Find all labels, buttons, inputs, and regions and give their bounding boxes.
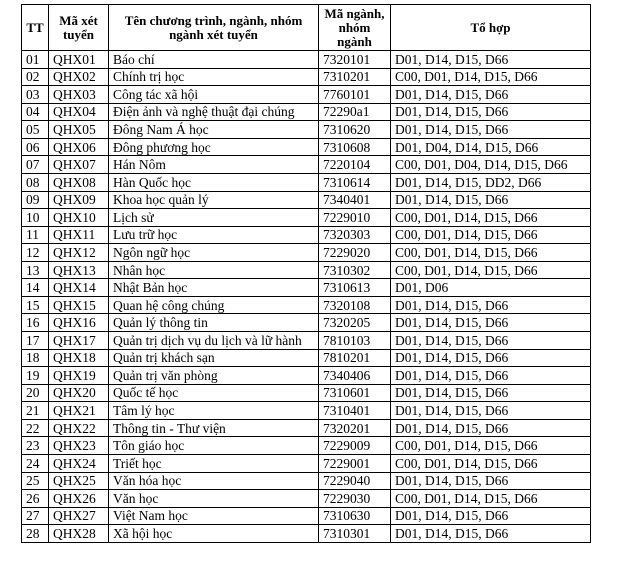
cell-program-name: Chính trị học [109,68,319,86]
cell-combination: D01, D06 [391,279,591,297]
cell-major-code: 7229040 [319,472,391,490]
cell-program-name: Quan hệ công chúng [109,296,319,314]
cell-admission-code: QHX14 [49,279,109,297]
cell-admission-code: QHX11 [49,226,109,244]
cell-admission-code: QHX26 [49,490,109,508]
cell-tt: 01 [22,51,49,69]
cell-program-name: Triết học [109,454,319,472]
table-row [22,279,591,297]
table-row [22,296,591,314]
table-row [22,51,591,69]
cell-program-name: Tâm lý học [109,402,319,420]
cell-admission-code: QHX19 [49,367,109,385]
header-admission-code: Mã xét tuyển [49,5,109,51]
cell-combination: C00, D01, D04, D14, D15, D66 [391,156,591,174]
cell-program-name: Quản trị dịch vụ du lịch và lữ hành [109,332,319,350]
table-row [22,490,591,508]
cell-admission-code: QHX27 [49,507,109,525]
table-row [22,261,591,279]
cell-program-name: Thông tin - Thư viện [109,419,319,437]
cell-tt: 27 [22,507,49,525]
cell-tt: 23 [22,437,49,455]
table-header [22,5,591,51]
cell-program-name: Hàn Quốc học [109,173,319,191]
table-row [22,244,591,262]
cell-admission-code: QHX02 [49,68,109,86]
cell-program-name: Việt Nam học [109,507,319,525]
cell-program-name: Đông phương học [109,138,319,156]
table-row [22,226,591,244]
document-page [21,4,591,543]
table-row [22,419,591,437]
cell-combination: D01, D14, D15, D66 [391,191,591,209]
cell-combination: C00, D01, D14, D15, D66 [391,490,591,508]
cell-tt: 24 [22,454,49,472]
table-row [22,314,591,332]
cell-major-code: 7310201 [319,68,391,86]
cell-combination: C00, D01, D14, D15, D66 [391,226,591,244]
cell-admission-code: QHX07 [49,156,109,174]
cell-major-code: 7320201 [319,419,391,437]
cell-major-code: 7320303 [319,226,391,244]
cell-admission-code: QHX23 [49,437,109,455]
cell-tt: 07 [22,156,49,174]
cell-tt: 20 [22,384,49,402]
cell-tt: 14 [22,279,49,297]
cell-tt: 26 [22,490,49,508]
cell-program-name: Tôn giáo học [109,437,319,455]
table-body [22,51,591,543]
table-row [22,138,591,156]
table-row [22,209,591,227]
table-row [22,191,591,209]
cell-tt: 16 [22,314,49,332]
cell-major-code: 7340406 [319,367,391,385]
cell-admission-code: QHX06 [49,138,109,156]
cell-major-code: 7310620 [319,121,391,139]
table-row [22,384,591,402]
header-tt: TT [22,5,49,51]
cell-program-name: Quản trị khách sạn [109,349,319,367]
header-combination: Tổ hợp [391,5,591,51]
cell-major-code: 7310302 [319,261,391,279]
cell-combination: C00, D01, D14, D15, D66 [391,261,591,279]
table-row [22,525,591,543]
table-row [22,68,591,86]
header-program-name: Tên chương trình, ngành, nhóm ngành xét tuyển [109,5,319,51]
cell-admission-code: QHX20 [49,384,109,402]
cell-tt: 04 [22,103,49,121]
cell-combination: D01, D14, D15, D66 [391,121,591,139]
cell-combination: C00, D01, D14, D15, D66 [391,244,591,262]
cell-major-code: 7310608 [319,138,391,156]
cell-combination: D01, D14, D15, D66 [391,51,591,69]
cell-major-code: 7810103 [319,332,391,350]
cell-program-name: Quản trị văn phòng [109,367,319,385]
cell-program-name: Văn hóa học [109,472,319,490]
table-row [22,437,591,455]
cell-admission-code: QHX22 [49,419,109,437]
cell-tt: 25 [22,472,49,490]
cell-combination: D01, D14, D15, D66 [391,525,591,543]
cell-tt: 13 [22,261,49,279]
cell-combination: D01, D14, D15, D66 [391,296,591,314]
cell-major-code: 7220104 [319,156,391,174]
cell-tt: 15 [22,296,49,314]
table-row [22,454,591,472]
cell-admission-code: QHX09 [49,191,109,209]
cell-program-name: Đông Nam Á học [109,121,319,139]
cell-program-name: Khoa học quản lý [109,191,319,209]
cell-program-name: Văn học [109,490,319,508]
cell-program-name: Lịch sử [109,209,319,227]
cell-admission-code: QHX12 [49,244,109,262]
cell-major-code: 7320108 [319,296,391,314]
table-row [22,507,591,525]
table-row [22,173,591,191]
cell-admission-code: QHX16 [49,314,109,332]
cell-major-code: 7229009 [319,437,391,455]
cell-combination: D01, D14, D15, D66 [391,103,591,121]
table-row [22,472,591,490]
cell-program-name: Quản lý thông tin [109,314,319,332]
cell-combination: D01, D14, D15, D66 [391,349,591,367]
cell-major-code: 7760101 [319,86,391,104]
cell-major-code: 7310613 [319,279,391,297]
cell-program-name: Công tác xã hội [109,86,319,104]
cell-combination: C00, D01, D14, D15, D66 [391,68,591,86]
cell-admission-code: QHX03 [49,86,109,104]
cell-admission-code: QHX15 [49,296,109,314]
cell-admission-code: QHX18 [49,349,109,367]
table-row [22,367,591,385]
cell-admission-code: QHX21 [49,402,109,420]
cell-tt: 12 [22,244,49,262]
table-row [22,103,591,121]
cell-major-code: 7229001 [319,454,391,472]
cell-admission-code: QHX24 [49,454,109,472]
admission-table [21,4,591,543]
cell-major-code: 7310614 [319,173,391,191]
cell-major-code: 7229020 [319,244,391,262]
cell-program-name: Xã hội học [109,525,319,543]
cell-combination: D01, D14, D15, D66 [391,472,591,490]
cell-major-code: 72290a1 [319,103,391,121]
cell-program-name: Hán Nôm [109,156,319,174]
cell-combination: D01, D14, D15, D66 [391,507,591,525]
table-row [22,349,591,367]
cell-tt: 17 [22,332,49,350]
cell-tt: 03 [22,86,49,104]
cell-program-name: Quốc tế học [109,384,319,402]
cell-tt: 21 [22,402,49,420]
cell-program-name: Nhật Bản học [109,279,319,297]
cell-combination: D01, D14, D15, D66 [391,332,591,350]
cell-admission-code: QHX13 [49,261,109,279]
cell-major-code: 7810201 [319,349,391,367]
cell-tt: 28 [22,525,49,543]
cell-program-name: Báo chí [109,51,319,69]
cell-program-name: Lưu trữ học [109,226,319,244]
cell-combination: D01, D14, D15, D66 [391,419,591,437]
cell-tt: 22 [22,419,49,437]
cell-admission-code: QHX05 [49,121,109,139]
cell-major-code: 7310601 [319,384,391,402]
header-row [22,5,591,51]
cell-major-code: 7310630 [319,507,391,525]
cell-combination: D01, D14, D15, DD2, D66 [391,173,591,191]
cell-tt: 09 [22,191,49,209]
cell-admission-code: QHX28 [49,525,109,543]
table-row [22,332,591,350]
cell-tt: 10 [22,209,49,227]
table-row [22,121,591,139]
cell-combination: D01, D14, D15, D66 [391,314,591,332]
cell-major-code: 7340401 [319,191,391,209]
cell-tt: 19 [22,367,49,385]
cell-combination: D01, D14, D15, D66 [391,384,591,402]
cell-tt: 02 [22,68,49,86]
cell-tt: 11 [22,226,49,244]
cell-combination: D01, D14, D15, D66 [391,86,591,104]
table-row [22,402,591,420]
cell-combination: C00, D01, D14, D15, D66 [391,437,591,455]
cell-major-code: 7320101 [319,51,391,69]
cell-program-name: Nhân học [109,261,319,279]
table-row [22,156,591,174]
cell-program-name: Điện ảnh và nghệ thuật đại chúng [109,103,319,121]
cell-admission-code: QHX08 [49,173,109,191]
cell-major-code: 7229030 [319,490,391,508]
cell-major-code: 7310401 [319,402,391,420]
header-major-code: Mã ngành, nhóm ngành [319,5,391,51]
cell-admission-code: QHX01 [49,51,109,69]
cell-admission-code: QHX17 [49,332,109,350]
cell-major-code: 7229010 [319,209,391,227]
cell-admission-code: QHX25 [49,472,109,490]
cell-tt: 08 [22,173,49,191]
table-row [22,86,591,104]
cell-program-name: Ngôn ngữ học [109,244,319,262]
cell-tt: 18 [22,349,49,367]
cell-tt: 06 [22,138,49,156]
cell-major-code: 7310301 [319,525,391,543]
cell-combination: D01, D14, D15, D66 [391,367,591,385]
cell-combination: D01, D14, D15, D66 [391,402,591,420]
cell-combination: C00, D01, D14, D15, D66 [391,209,591,227]
cell-major-code: 7320205 [319,314,391,332]
cell-combination: C00, D01, D14, D15, D66 [391,454,591,472]
cell-tt: 05 [22,121,49,139]
cell-admission-code: QHX04 [49,103,109,121]
cell-admission-code: QHX10 [49,209,109,227]
cell-combination: D01, D04, D14, D15, D66 [391,138,591,156]
